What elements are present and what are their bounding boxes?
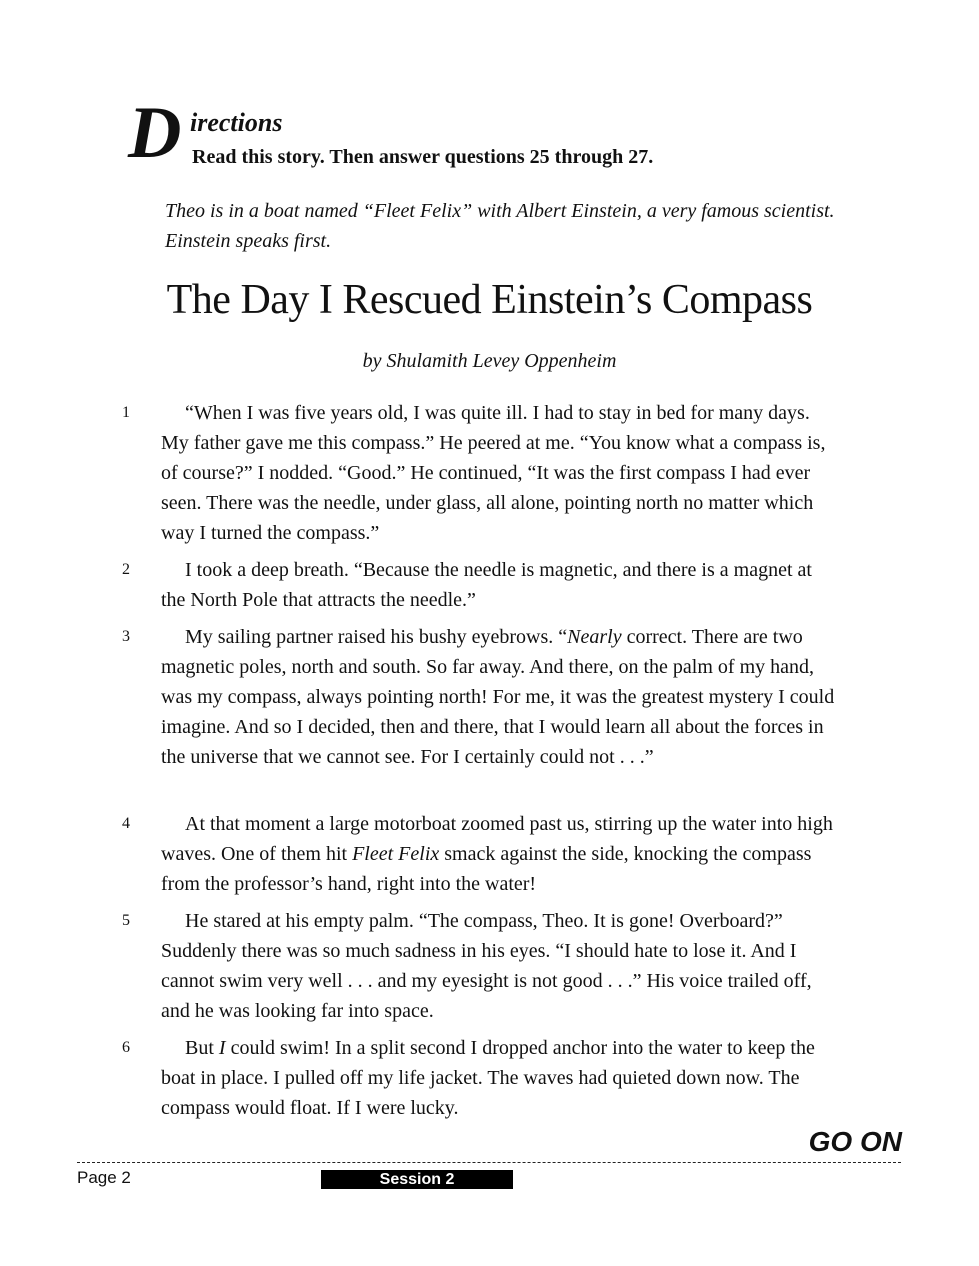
paragraph-number: 6 [122,1039,130,1056]
paragraph-number: 1 [122,404,130,421]
directions-heading: irections [190,108,283,137]
story-paragraph [161,1033,841,1123]
paragraph-number: 3 [122,628,130,645]
story-paragraph [161,906,841,1026]
page-number: Page 2 [77,1168,131,1187]
story-paragraph [161,809,841,899]
paragraph-text: “When I was five years old, I was quite ill. I had to stay in bed for many days. My father gave me this compass.” He peered at me. “You know what a compass is, of course?” I nodded. “Good.” He continued, “It was the first compass I had ever seen. There was the needle, under glass, all alone, pointing north no matter which way I turned the compass.” [161,402,826,544]
italic-text: I [218,1037,226,1059]
directions-text: Read this story. Then answer questions 25 through 27. [192,146,654,168]
paragraph-text: could swim! In a split second I dropped anchor into the water to keep the boat in place. I pulled off my life jacket. The waves had quieted down now. The compass would float. If I were lucky. [161,1037,815,1119]
story-title: The Day I Rescued Einstein’s Compass [166,277,813,323]
paragraph-text: But [185,1037,219,1059]
paragraph-number: 4 [122,815,130,832]
paragraph-text: My sailing partner raised his bushy eyebrows. “ [185,626,568,648]
story-paragraph [161,398,841,548]
footer-divider [77,1162,901,1163]
story-intro: Theo is in a boat named “Fleet Felix” with Albert Einstein, a very famous scientist. Einstein speaks first. [165,200,835,252]
paragraph-text: smack against the side, knocking the compass from the professor’s hand, right into the water! [161,843,812,895]
story-paragraph [161,555,841,615]
directions-header [128,92,828,180]
paragraph-number: 2 [122,561,130,578]
paragraph-text: correct. There are two magnetic poles, north and south. So far away. And there, on the palm of my hand, was my compass, always pointing north! For me, it was the greatest mystery I could imagine. And so I decided, then and there, that I would learn all about the forces in the universe that we cannot see. For I certainly could not . . .” [161,626,835,768]
story-byline: by Shulamith Levey Oppenheim [362,350,617,372]
italic-text: Nearly [567,626,622,648]
paragraph-text: At that moment a large motorboat zoomed past us, stirring up the water into high waves. One of them hit [161,813,833,865]
story-paragraph [161,622,841,772]
italic-text: Fleet Felix [352,843,440,865]
session-badge: Session 2 [321,1170,513,1189]
directions-drop-cap: D [128,92,182,174]
paragraph-text: I took a deep breath. “Because the needle is magnetic, and there is a magnet at the North Pole that attracts the needle.” [161,559,812,611]
paragraph-text: He stared at his empty palm. “The compass, Theo. It is gone! Overboard?” Suddenly there was so much sadness in his eyes. “I should hate to lose it. And I cannot swim very well . . . and my eyesight is not good . . .” His voice trailed off, and he was looking far into space. [161,910,812,1022]
go-on-label: GO ON [808,1126,902,1157]
paragraph-number: 5 [122,912,130,929]
